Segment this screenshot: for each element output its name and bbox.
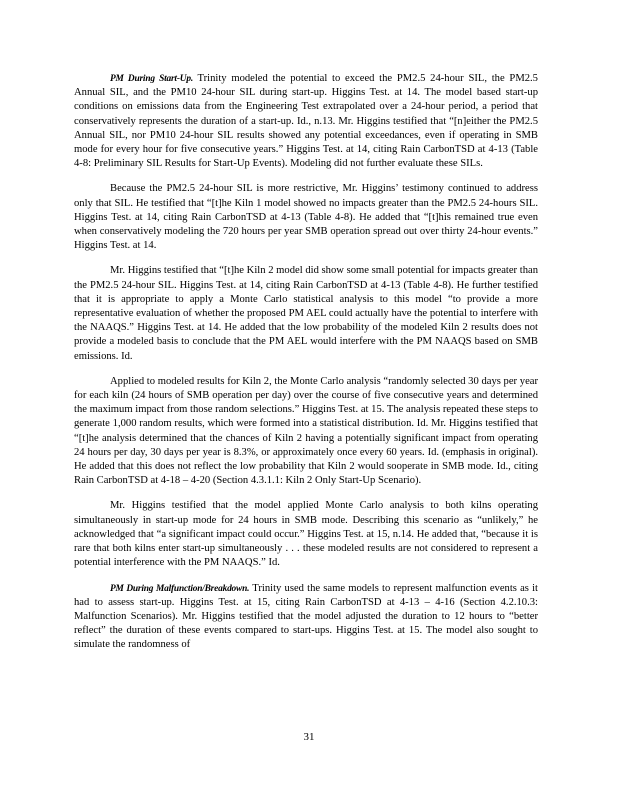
paragraph-monte-carlo-both-kilns: [74, 499, 538, 570]
paragraph-text: Because the PM2.5 24-hour SIL is more restrictive, Mr. Higgins’ testimony continued to address only that SIL. He testified that “[t]he Kiln 1 model showed no impacts greater than the PM2.5 24-hours SIL. Higgins Test. at 14, citing Rain CarbonTSD at 4-13 (Table 4-8). He added that “[t]his remained true even when conservatively modeling the 720 hours per year SMB operation spread out over thirty 24-hour events.” Higgins Test. at 14.: [74, 183, 538, 252]
paragraph-pm-malfunction: [74, 582, 538, 653]
page-number: 31: [303, 731, 315, 743]
paragraph-text: Trinity used the same models to represent malfunction events as it had to assess start-up. Higgins Test. at 15, citing Rain CarbonTSD at 4-13 – 4-16 (Section 4.2.10.3: Malfunction Scenarios). Mr. Higgins testified that the model adjusted the duration to 12 hours to “better reflect” the duration of these events compared to start-ups. Higgins Test. at 15. The model also sought to simulate the randomness of: [74, 582, 539, 651]
paragraph-pm25-24-hour-sil: [74, 182, 538, 253]
paragraph-kiln-2-model: [74, 264, 538, 363]
paragraph-text: Applied to modeled results for Kiln 2, the Monte Carlo analysis “randomly selected 30 days per year for each kiln (24 hours of SMB operation per day) over the course of five consecutive years and determined the maximum impact from those random selections.” Higgins Test. at 15. The analysis repeated these steps to generate 1,000 random results, which were formed into a statistical distribution. Id. Mr. Higgins testified that “[t]he analysis determined that the chances of Kiln 2 having a potentially significant impact from operating 24 hours per day, 30 days per year is 8.3%, or approximately once every 60 years. Id. (emphasis in original). He added that this does not reflect the low probability that Kiln 2 would sooperate in SMB mode. Id., citing Rain CarbonTSD at 4-18 – 4-20 (Section 4.3.1.1: Kiln 2 Only Start-Up Scenario).: [74, 375, 538, 487]
section-heading-start-up: PM During Start-Up.: [110, 74, 193, 84]
paragraph-text: Mr. Higgins testified that “[t]he Kiln 2 model did show some small potential for impacts greater than the PM2.5 24-hour SIL. Higgins Test. at 14, citing Rain CarbonTSD at 4-13 (Table 4-8). He further testified that it is appropriate to apply a Monte Carlo statistical analysis to this model “to provide a more representative evaluation of whether the proposed PM AEL could actually have the potential to interfere with the NAAQS.” Higgins Test. at 14. He added that the low probability of the modeled Kiln 2 results does not provide a modeled basis to conclude that the PM AEL would interfere with the PM NAAQS based on SMB emissions. Id.: [74, 265, 538, 362]
paragraph-text: Mr. Higgins testified that the model applied Monte Carlo analysis to both kilns operating simultaneously in start-up mode for 24 hours in SMB mode. Describing this scenario as “unlikely,” he acknowledged that “a significant impact could occur.” Higgins Test. at 15, n.14. He added that, “because it is rare that both kilns enter start-up simultaneously . . . these modeled results are not considered to represent a potential interference with the PM NAAQS.” Id.: [74, 500, 538, 569]
paragraph-pm-start-up: [74, 72, 538, 171]
paragraph-monte-carlo-kiln-2: [74, 375, 538, 489]
section-heading-malfunction: PM During Malfunction/Breakdown.: [110, 583, 250, 594]
paragraph-text: Trinity modeled the potential to exceed the PM2.5 24-hour SIL, the PM2.5 Annual SIL, and the PM10 24-hour SIL during start-up. Higgins Test. at 14. The model based start-up conditions on emissions data from the Engineering Test extrapolated over a 24-hour period, a period that conservatively represents the duration of a start-up. Id., n.13. Mr. Higgins testified that “[n]either the PM2.5 Annual SIL, nor PM10 24-hour SIL results showed any potential exceedances, even if operating in SMB mode for every hour for five consecutive years.” Higgins Test. at 14, citing Rain CarbonTSD at 4-13 (Table 4-8: Preliminary SIL Results for Start-Up Events). Modeling did not further evaluate these SILs.: [74, 73, 538, 170]
